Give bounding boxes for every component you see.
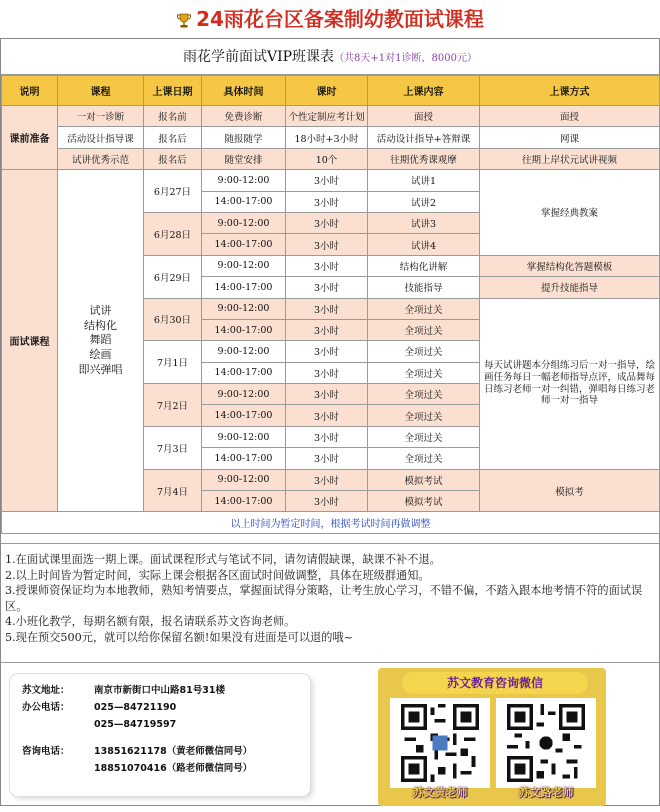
interview-subjects: [58, 170, 144, 512]
cell-time: 随堂安排: [202, 148, 286, 169]
cell-hours: 3小时: [286, 255, 368, 276]
note-item: 1.在面试课里面选一期上课。面试课程形式与笔试不同，请勿请假缺课，缺课不补不退。: [5, 553, 441, 566]
cell-hours: 10个: [286, 148, 368, 169]
cell-content: 全项过关: [368, 384, 480, 405]
cell-hours: 3小时: [286, 234, 368, 255]
col-header-mode: 上课方式: [480, 76, 660, 106]
cell-hours: 3小时: [286, 170, 368, 191]
col-header-hours: 课时: [286, 76, 368, 106]
subject-item: 试讲: [89, 303, 112, 317]
cell-date: 6月27日: [144, 170, 202, 213]
address-value: 南京市新街口中山路81号31楼: [94, 685, 225, 696]
note-item: 4.小班化教学，每期名额有限，报名请联系苏文咨询老师。: [5, 615, 296, 628]
address-label: 苏文地址：: [22, 685, 70, 696]
schedule-table: [1, 75, 660, 534]
cell-hours: 3小时: [286, 212, 368, 233]
cell-course: 试讲优秀示范: [58, 148, 144, 169]
qr-code-icon: [398, 704, 482, 782]
cell-hours: 3小时: [286, 362, 368, 383]
cell-hours: 3小时: [286, 319, 368, 340]
cell-time: 14:00-17:00: [202, 405, 286, 426]
page-title: 24雨花台区备案制幼教面试课程: [0, 4, 660, 34]
qr-code-huang[interactable]: [390, 698, 490, 799]
cell-date: 7月3日: [144, 426, 202, 469]
cell-date: 6月30日: [144, 298, 202, 341]
cell-course: 活动设计指导课: [58, 127, 144, 148]
table-row: [2, 106, 660, 127]
table-row: [2, 148, 660, 169]
cell-time: 14:00-17:00: [202, 448, 286, 469]
wechat-heading: 苏文教育咨询微信: [402, 672, 588, 694]
cell-hours: 3小时: [286, 277, 368, 298]
cell-content: 全项过关: [368, 448, 480, 469]
cell-hours: 3小时: [286, 426, 368, 447]
cell-date: 7月4日: [144, 469, 202, 512]
cell-hours: 3小时: [286, 448, 368, 469]
cell-time: 14:00-17:00: [202, 277, 286, 298]
cell-hours: 3小时: [286, 469, 368, 490]
cell-hours: 3小时: [286, 191, 368, 212]
cell-date: 报名后: [144, 148, 202, 169]
cell-time: 14:00-17:00: [202, 319, 286, 340]
cell-hours: 3小时: [286, 405, 368, 426]
prep-category: 课前准备: [2, 106, 58, 170]
cell-mode: 面授: [480, 106, 660, 127]
cell-mode: 掌握经典教案: [480, 170, 660, 256]
cell-time: 9:00-12:00: [202, 212, 286, 233]
cell-content: 试讲4: [368, 234, 480, 255]
cell-hours: 18小时+3小时: [286, 127, 368, 148]
cell-date: 6月29日: [144, 255, 202, 298]
cell-mode: 网课: [480, 127, 660, 148]
cell-content: 活动设计指导+答辩课: [368, 127, 480, 148]
notes-section: [1, 543, 659, 663]
subject-item: 舞蹈: [89, 333, 112, 347]
cell-hours: 个性定制应考计划: [286, 106, 368, 127]
cell-mode: 模拟考: [480, 469, 660, 512]
subject-item: 绘画: [89, 348, 112, 362]
cell-time: 9:00-12:00: [202, 426, 286, 447]
interview-category: 面试课程: [2, 170, 58, 512]
cell-content: 模拟考试: [368, 491, 480, 512]
cell-content: 全项过关: [368, 319, 480, 340]
cell-course: 一对一诊断: [58, 106, 144, 127]
office-phone-2[interactable]: 025—84719597: [94, 719, 177, 730]
cell-content: 全项过关: [368, 362, 480, 383]
cell-time: 9:00-12:00: [202, 384, 286, 405]
table-row: [2, 127, 660, 148]
cell-mode: 掌握结构化答题模板: [480, 255, 660, 276]
office-line: [22, 699, 298, 716]
cell-hours: 3小时: [286, 341, 368, 362]
cell-time: 14:00-17:00: [202, 191, 286, 212]
cell-hours: 3小时: [286, 298, 368, 319]
cell-time: 9:00-12:00: [202, 255, 286, 276]
cell-time: 9:00-12:00: [202, 469, 286, 490]
contact-card: [10, 674, 310, 796]
qr-code-lu[interactable]: [496, 698, 596, 799]
cell-hours: 3小时: [286, 491, 368, 512]
cell-date: 报名后: [144, 127, 202, 148]
schedule-title-text: 雨花学前面试VIP班课表: [183, 49, 335, 65]
cell-date: 7月2日: [144, 384, 202, 427]
table-header-row: [2, 76, 660, 106]
note-item: 3.授课师资保证均为本地教师，熟知考情要点，掌握面试得分策略，让考生放心学习，不错不偏，不踏入跟本地考情不符的面试误区。: [5, 584, 643, 613]
schedule-title: [1, 39, 659, 75]
cell-time: 9:00-12:00: [202, 298, 286, 319]
col-header-content: 上课内容: [368, 76, 480, 106]
cell-content: 全项过关: [368, 341, 480, 362]
cell-time: 9:00-12:00: [202, 341, 286, 362]
cell-content: 全项过关: [368, 426, 480, 447]
cell-time: 随报随学: [202, 127, 286, 148]
qr-code-icon: [504, 704, 588, 782]
subject-item: 结构化: [84, 318, 117, 332]
col-header-date: 上课日期: [144, 76, 202, 106]
consult-phone-1[interactable]: 13851621178（黄老师微信同号）: [94, 746, 253, 757]
cell-content: 全项过关: [368, 298, 480, 319]
cell-content: 技能指导: [368, 277, 480, 298]
note-item: 2.以上时间皆为暂定时间，实际上课会根据各区面试时间做调整，具体在班级群通知。: [5, 568, 430, 582]
cell-content: 模拟考试: [368, 469, 480, 490]
cell-date: 7月1日: [144, 341, 202, 384]
cell-time: 14:00-17:00: [202, 362, 286, 383]
cell-date: 报名前: [144, 106, 202, 127]
cell-content: 试讲2: [368, 191, 480, 212]
office-phone-1[interactable]: 025—84721190: [94, 702, 177, 713]
table-row: [2, 170, 660, 191]
cell-content: 试讲3: [368, 212, 480, 233]
cell-content: 往期优秀课观摩: [368, 148, 480, 169]
schedule-subtitle: （共8天+1对1诊断，8000元）: [334, 53, 477, 64]
address-line: [22, 682, 298, 699]
trophy-icon: [176, 13, 192, 29]
cell-date: 6月28日: [144, 212, 202, 255]
note-item: 5.现在预交500元，就可以给你保留名额!如果没有进面是可以退的哦~: [5, 630, 353, 644]
subject-item: 即兴弹唱: [78, 363, 123, 377]
consult-label: 咨询电话：: [22, 746, 70, 757]
cell-content: 结构化讲解: [368, 255, 480, 276]
cell-mode: 提升技能指导: [480, 277, 660, 298]
cell-mode: 往期上岸状元试讲视频: [480, 148, 660, 169]
qr-caption-lu: 苏文路老师: [518, 786, 574, 799]
consult-line: [22, 743, 298, 760]
col-header-course: 课程: [58, 76, 144, 106]
cell-mode: 每天试讲题本分组练习后一对一指导，绘画任务每日一幅老师指导点评，成品舞每日练习老师一对一纠错，弹唱每日练习老师一对一指导: [480, 298, 660, 469]
footnote-row: [2, 512, 660, 533]
col-header-time: 具体时间: [202, 76, 286, 106]
qr-caption-huang: 苏文黄老师: [412, 786, 468, 799]
wechat-qr-panel: [378, 668, 606, 806]
col-header-note: 说明: [2, 76, 58, 106]
cell-content: 全项过关: [368, 405, 480, 426]
cell-time: 9:00-12:00: [202, 170, 286, 191]
cell-content: 试讲1: [368, 170, 480, 191]
office-label: 办公电话：: [22, 702, 70, 713]
cell-time: 14:00-17:00: [202, 234, 286, 255]
schedule-footnote: 以上时间为暂定时间，根据考试时间再做调整: [2, 512, 660, 533]
cell-time: 免费诊断: [202, 106, 286, 127]
cell-time: 14:00-17:00: [202, 491, 286, 512]
cell-hours: 3小时: [286, 384, 368, 405]
consult-phone-2[interactable]: 18851070416（路老师微信同号）: [94, 763, 253, 774]
cell-content: 面授: [368, 106, 480, 127]
